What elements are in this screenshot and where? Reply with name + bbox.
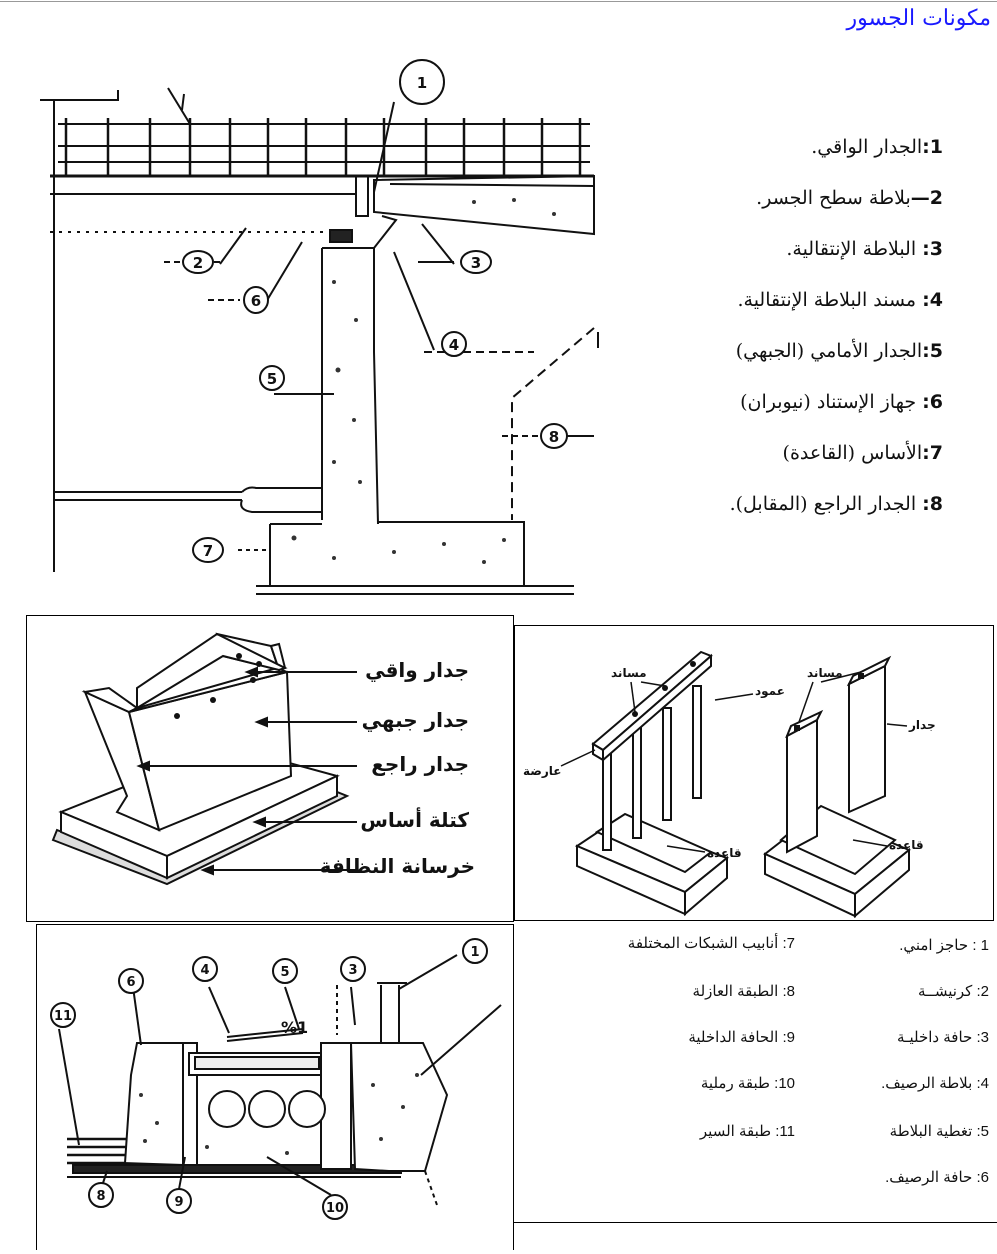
callout-7: 7	[202, 542, 214, 560]
callout-4-1: 1	[470, 945, 480, 960]
callout-2: 2	[192, 254, 204, 272]
label-column: عمود	[755, 684, 785, 698]
callout-6: 6	[250, 292, 262, 310]
callout-4-4: 4	[200, 963, 210, 978]
legend4-left-7: 7: أنابيب الشبكات المختلفة	[627, 935, 795, 952]
label-base-right: قاعدة	[889, 838, 924, 852]
pier-types-panel	[514, 625, 994, 921]
legend4-right-4: 4: بلاطة الرصيف.	[881, 1075, 989, 1092]
callout-3: 3	[470, 254, 482, 272]
bottom-rule	[514, 1222, 997, 1223]
legend-item: 3: البلاطة الإنتقالية.	[786, 238, 943, 260]
abutment-legend	[653, 136, 943, 544]
callout-4: 4	[448, 336, 460, 354]
label-wall: جدار	[909, 718, 936, 732]
legend-item: 4: مسند البلاطة الإنتقالية.	[737, 289, 943, 311]
legend4-left-9: 9: الحافة الداخلية	[688, 1029, 795, 1046]
legend-item: 2—بلاطة سطح الجسر.	[756, 187, 943, 209]
label-front-wall: جدار جبهي	[361, 708, 469, 732]
label-foundation-block: كتلة أساس	[360, 808, 469, 832]
legend4-left-11: 11: طبقة السير	[699, 1123, 795, 1140]
legend4-right-3: 3: حافة داخليـة	[897, 1029, 989, 1046]
callout-4-8: 8	[96, 1189, 106, 1204]
label-base-left: قاعدة	[707, 846, 742, 860]
isometric-abutment-panel	[26, 615, 514, 922]
legend4-right-2: 2: كرنيشــة	[917, 983, 989, 1000]
legend4-right-5: 5: تغطية البلاطة	[889, 1123, 989, 1140]
legend4-right-1: 1 : حاجز امني.	[899, 937, 989, 954]
callout-4-5: 5	[280, 965, 290, 980]
sidewalk-section-panel	[36, 924, 514, 1250]
legend-item: 8: الجدار الراجع (المقابل).	[729, 493, 943, 515]
callout-1: 1	[416, 74, 428, 92]
callout-4-6: 6	[126, 975, 136, 990]
legend4-left-10: 10: طبقة رملية	[700, 1075, 795, 1092]
callout-4-3: 3	[348, 963, 358, 978]
slope-label: %1	[281, 1018, 309, 1037]
callout-5: 5	[266, 370, 278, 388]
callout-4-10: 10	[325, 1201, 345, 1216]
legend4-left-8: 8: الطبقة العازلة	[692, 983, 795, 1000]
label-cleanliness-concrete: خرسانة النظافة	[319, 854, 475, 878]
legend-item: 5:الجدار الأمامي (الجبهي)	[735, 340, 943, 362]
legend4-right-6: 6: حافة الرصيف.	[885, 1169, 989, 1186]
label-bearings-left: مساند	[611, 666, 647, 680]
callout-4-9: 9	[174, 1195, 184, 1210]
label-crossbeam: عارضة	[523, 764, 562, 778]
label-return-wall: جدار راجع	[371, 752, 469, 776]
label-guard-wall: جدار واقي	[365, 658, 469, 682]
callout-8: 8	[548, 428, 560, 446]
legend-item: 6: جهاز الإستناد (نيوبران)	[740, 391, 943, 413]
callout-4-11: 11	[53, 1009, 73, 1024]
label-bearings-right: مساند	[807, 666, 843, 680]
pier-types-drawing	[515, 626, 993, 920]
legend-item: 7:الأساس (القاعدة)	[782, 442, 943, 464]
page-title: مكونات الجسور	[846, 6, 991, 31]
legend-item: 1:الجدار الواقي.	[811, 136, 943, 158]
sidewalk-section-drawing	[37, 925, 513, 1249]
top-rule	[0, 1, 997, 2]
abutment-section-drawing	[34, 52, 604, 600]
